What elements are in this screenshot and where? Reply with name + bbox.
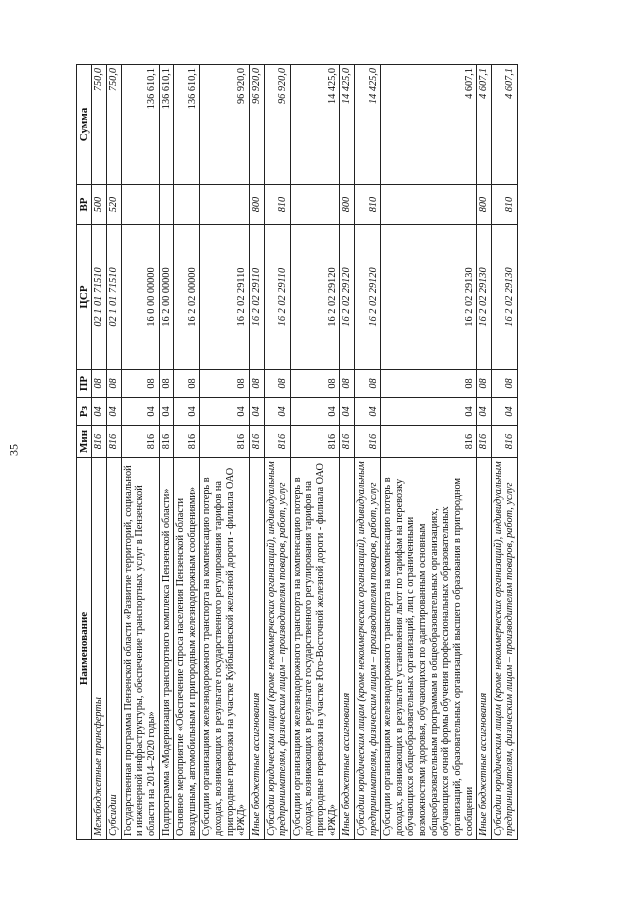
csr-cell: 16 2 02 29110: [264, 225, 290, 370]
pr-cell: 08: [354, 370, 380, 398]
vr-cell: [159, 185, 174, 225]
rz-cell: 04: [340, 398, 355, 426]
csr-cell: 02 1 01 71510: [107, 225, 122, 370]
header-min: Мин: [77, 426, 92, 458]
min-cell: 816: [92, 426, 107, 458]
min-cell: 816: [159, 426, 174, 458]
csr-cell: 16 2 02 29130: [491, 225, 517, 370]
vr-cell: 810: [491, 185, 517, 225]
csr-cell: 02 1 01 71510: [92, 225, 107, 370]
name-cell: Межбюджетные трансферты: [92, 458, 107, 840]
csr-cell: 16 2 02 00000: [174, 225, 200, 370]
min-cell: 816: [340, 426, 355, 458]
table-row: [354, 65, 380, 840]
page-number: 35: [6, 444, 21, 456]
header-rz: Рз: [77, 398, 92, 426]
name-cell: Субсидии юридическим лицам (кроме некоммерческих организаций), индивидуальным предпринимателям, физическим лицам – производителям товаров, работ, услуг: [264, 458, 290, 840]
min-cell: 816: [381, 426, 477, 458]
sum-cell: 96 920,0: [249, 65, 264, 185]
pr-cell: 08: [107, 370, 122, 398]
name-cell: Субсидии юридическим лицам (кроме некоммерческих организаций), индивидуальным предпринимателям, физическим лицам – производителям товаров, работ, услуг: [354, 458, 380, 840]
rz-cell: 04: [354, 398, 380, 426]
rz-cell: 04: [290, 398, 340, 426]
name-cell: Иные бюджетные ассигнования: [477, 458, 492, 840]
sum-cell: 4 607,1: [477, 65, 492, 185]
pr-cell: 08: [249, 370, 264, 398]
csr-cell: 16 2 02 29120: [290, 225, 340, 370]
pr-cell: 08: [340, 370, 355, 398]
rz-cell: 04: [159, 398, 174, 426]
name-cell: Государственная программа Пензенской области «Развитие территорий, социальной и инженерной инфраструктуры, обеспечение транспортных услуг в Пензенской области на 2014–2020 годы»: [121, 458, 159, 840]
header-name: Наименование: [77, 458, 92, 840]
min-cell: 816: [200, 426, 250, 458]
min-cell: 816: [107, 426, 122, 458]
table-body: [92, 65, 518, 840]
csr-cell: 16 2 02 29110: [249, 225, 264, 370]
rotated-table-wrapper: [76, 65, 574, 840]
rz-cell: 04: [381, 398, 477, 426]
name-cell: Подпрограмма «Модернизация транспортного комплекса Пензенской области»: [159, 458, 174, 840]
table-row: [92, 65, 107, 840]
min-cell: 816: [491, 426, 517, 458]
rz-cell: 04: [200, 398, 250, 426]
sum-cell: 136 610,1: [121, 65, 159, 185]
csr-cell: 16 2 02 29120: [354, 225, 380, 370]
csr-cell: 16 2 00 00000: [159, 225, 174, 370]
csr-cell: 16 2 02 29130: [381, 225, 477, 370]
min-cell: 816: [477, 426, 492, 458]
table-row: [174, 65, 200, 840]
min-cell: 816: [290, 426, 340, 458]
pr-cell: 08: [92, 370, 107, 398]
csr-cell: 16 2 02 29120: [340, 225, 355, 370]
vr-cell: [200, 185, 250, 225]
min-cell: 816: [264, 426, 290, 458]
csr-cell: 16 0 00 00000: [121, 225, 159, 370]
vr-cell: 500: [92, 185, 107, 225]
sum-cell: 96 920,0: [264, 65, 290, 185]
table-row: [491, 65, 517, 840]
header-vr: ВР: [77, 185, 92, 225]
pr-cell: 08: [381, 370, 477, 398]
table-row: [159, 65, 174, 840]
pr-cell: 08: [477, 370, 492, 398]
pr-cell: 08: [174, 370, 200, 398]
table-row: [290, 65, 340, 840]
vr-cell: 810: [264, 185, 290, 225]
rz-cell: 04: [264, 398, 290, 426]
min-cell: 816: [174, 426, 200, 458]
rz-cell: 04: [477, 398, 492, 426]
sum-cell: 4 607,1: [491, 65, 517, 185]
rz-cell: 04: [491, 398, 517, 426]
pr-cell: 08: [264, 370, 290, 398]
table-row: [477, 65, 492, 840]
table-row: [381, 65, 477, 840]
sum-cell: 96 920,0: [200, 65, 250, 185]
pr-cell: 08: [121, 370, 159, 398]
min-cell: 816: [249, 426, 264, 458]
rz-cell: 04: [249, 398, 264, 426]
vr-cell: [121, 185, 159, 225]
min-cell: 816: [354, 426, 380, 458]
sum-cell: 136 610,1: [174, 65, 200, 185]
table-row: [200, 65, 250, 840]
header-pr: ПР: [77, 370, 92, 398]
vr-cell: 800: [249, 185, 264, 225]
table-row: [264, 65, 290, 840]
sum-cell: 4 607,1: [381, 65, 477, 185]
header-csr: ЦСР: [77, 225, 92, 370]
pr-cell: 08: [290, 370, 340, 398]
vr-cell: 800: [340, 185, 355, 225]
rz-cell: 04: [121, 398, 159, 426]
name-cell: Иные бюджетные ассигнования: [249, 458, 264, 840]
min-cell: 816: [121, 426, 159, 458]
pr-cell: 08: [491, 370, 517, 398]
name-cell: Субсидии организациям железнодорожного транспорта на компенсацию потерь в доходах, возникающих в результате государственного регулирования тарифов на пригородные перевозки на участке Юго-Восточной железной дороги - филиала ОАО «РЖД»: [290, 458, 340, 840]
vr-cell: [174, 185, 200, 225]
budget-table: [76, 64, 518, 840]
sum-cell: 750,0: [107, 65, 122, 185]
header-sum: Сумма: [77, 65, 92, 185]
pr-cell: 08: [200, 370, 250, 398]
vr-cell: 520: [107, 185, 122, 225]
table-row: [121, 65, 159, 840]
vr-cell: [381, 185, 477, 225]
csr-cell: 16 2 02 29110: [200, 225, 250, 370]
sum-cell: 14 425,0: [354, 65, 380, 185]
table-row: [249, 65, 264, 840]
sum-cell: 750,0: [92, 65, 107, 185]
name-cell: Основное мероприятие «Обеспечение спроса населения Пензенской области воздушным, автомобильным и пригородным железнодорожным сообщениями»: [174, 458, 200, 840]
csr-cell: 16 2 02 29130: [477, 225, 492, 370]
pr-cell: 08: [159, 370, 174, 398]
vr-cell: 810: [354, 185, 380, 225]
vr-cell: [290, 185, 340, 225]
table-row: [340, 65, 355, 840]
sum-cell: 14 425,0: [340, 65, 355, 185]
table-row: [107, 65, 122, 840]
rz-cell: 04: [92, 398, 107, 426]
name-cell: Субсидии: [107, 458, 122, 840]
name-cell: Иные бюджетные ассигнования: [340, 458, 355, 840]
vr-cell: 800: [477, 185, 492, 225]
rz-cell: 04: [107, 398, 122, 426]
name-cell: Субсидии организациям железнодорожного транспорта на компенсацию потерь в доходах, возникающих в результате государственного регулирования тарифов на пригородные перевозки на участке Куйбышевской железной дороги - филиала ОАО «РЖД»: [200, 458, 250, 840]
header-row: [77, 65, 92, 840]
sum-cell: 136 610,1: [159, 65, 174, 185]
name-cell: Субсидии организациям железнодорожного транспорта на компенсацию потерь в доходах, возникающих в результате установления льгот по тарифам на перевозку обучающихся общеобразовательных организаций, лиц с ограниченными возможностями здоровья, обучающихся по адаптированным основным общеобразовательным программам в общеобразовательных организациях, обучающихся очной формы обучения профессиональных образовательных организаций, образовательных организаций высшего образования в пригородном сообщении: [381, 458, 477, 840]
rz-cell: 04: [174, 398, 200, 426]
sum-cell: 14 425,0: [290, 65, 340, 185]
name-cell: Субсидии юридическим лицам (кроме некоммерческих организаций), индивидуальным предпринимателям, физическим лицам – производителям товаров, работ, услуг: [491, 458, 517, 840]
